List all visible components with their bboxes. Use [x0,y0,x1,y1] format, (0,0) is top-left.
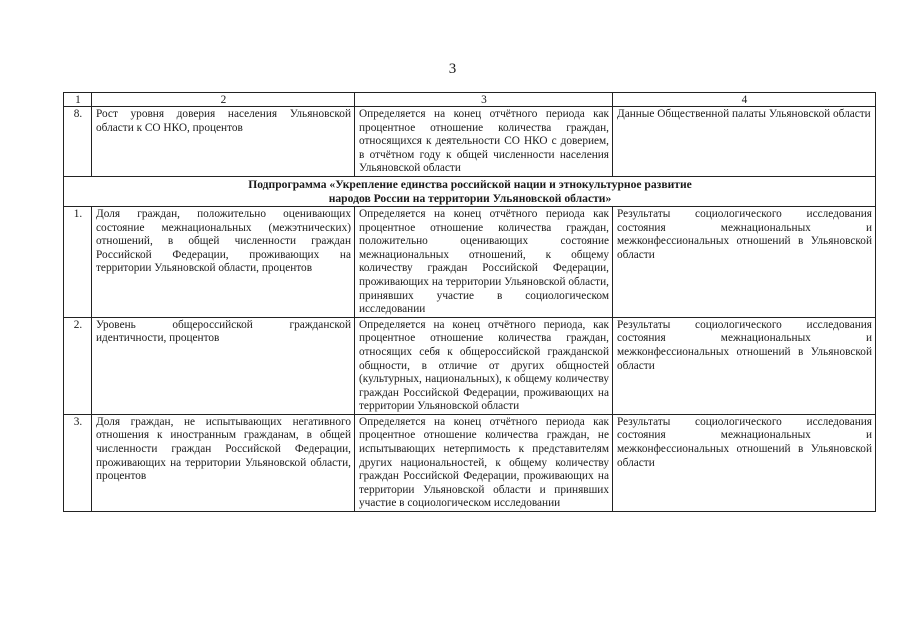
indicator-cell: Доля граждан, положительно оценивающих состояние межнациональных (межэтнических) отношений, в общей численности граждан Российской Федерации, проживающих на территории Ульяновской области, процентов [92,206,355,317]
table-row [64,107,876,177]
method-cell: Определяется на конец отчётного периода как процентное отношение количества граждан, относящихся к деятельности СО НКО с доверием, в отчётном году к общей численности населения Ульяновской области [355,107,613,177]
row-number: 2. [64,317,92,414]
indicators-table [63,92,876,512]
column-number-4: 4 [613,93,876,107]
section-title [64,176,876,206]
method-cell: Определяется на конец отчётного периода как процентное отношение количества граждан, положительно оценивающих состояние межнациональных отношений, к общему количеству граждан Российской Федерации, проживающих на территории Ульяновской области, принявших участие в социологическом исследовании [355,206,613,317]
section-row [64,176,876,206]
column-number-1: 1 [64,93,92,107]
indicator-cell: Доля граждан, не испытывающих негативного отношения к иностранным гражданам, в общей численности граждан Российской Федерации, проживающих на территории Ульяновской области, процентов [92,414,355,511]
section-title-line-1: Подпрограмма «Укрепление единства российской нации и этнокультурное развитие [248,177,692,191]
section-title-line-2: народов России на территории Ульяновской области» [328,191,612,205]
row-number: 8. [64,107,92,177]
source-cell: Результаты социологического исследования состояния межнациональных и межконфессиональных отношений в Ульяновской области [613,414,876,511]
row-number: 1. [64,206,92,317]
page-number: 3 [448,61,457,77]
source-cell: Данные Общественной палаты Ульяновской области [613,107,876,177]
table-row [64,317,876,414]
method-cell: Определяется на конец отчётного периода, как процентное отношение количества граждан, относящих себя к общероссийской гражданской общности, в отличие от других общностей (культурных, национальных), к общему количеству граждан Российской Федерации, проживающих на территории Ульяновской области [355,317,613,414]
table-row [64,414,876,511]
indicator-cell: Рост уровня доверия населения Ульяновской области к СО НКО, процентов [92,107,355,177]
table-row [64,206,876,317]
source-cell: Результаты социологического исследования состояния межнациональных и межконфессиональных отношений в Ульяновской области [613,317,876,414]
source-cell: Результаты социологического исследования состояния межнациональных и межконфессиональных отношений в Ульяновской области [613,206,876,317]
column-number-2: 2 [92,93,355,107]
column-number-3: 3 [355,93,613,107]
method-cell: Определяется на конец отчётного периода как процентное отношение количества граждан, не испытывающих нетерпимость к представителям других национальностей, к общему количеству граждан Российской Федерации, проживающих на территории Ульяновской области и принявших участие в социологическом исследовании [355,414,613,511]
column-number-row [64,93,876,107]
indicator-cell: Уровень общероссийской гражданской идентичности, процентов [92,317,355,414]
row-number: 3. [64,414,92,511]
